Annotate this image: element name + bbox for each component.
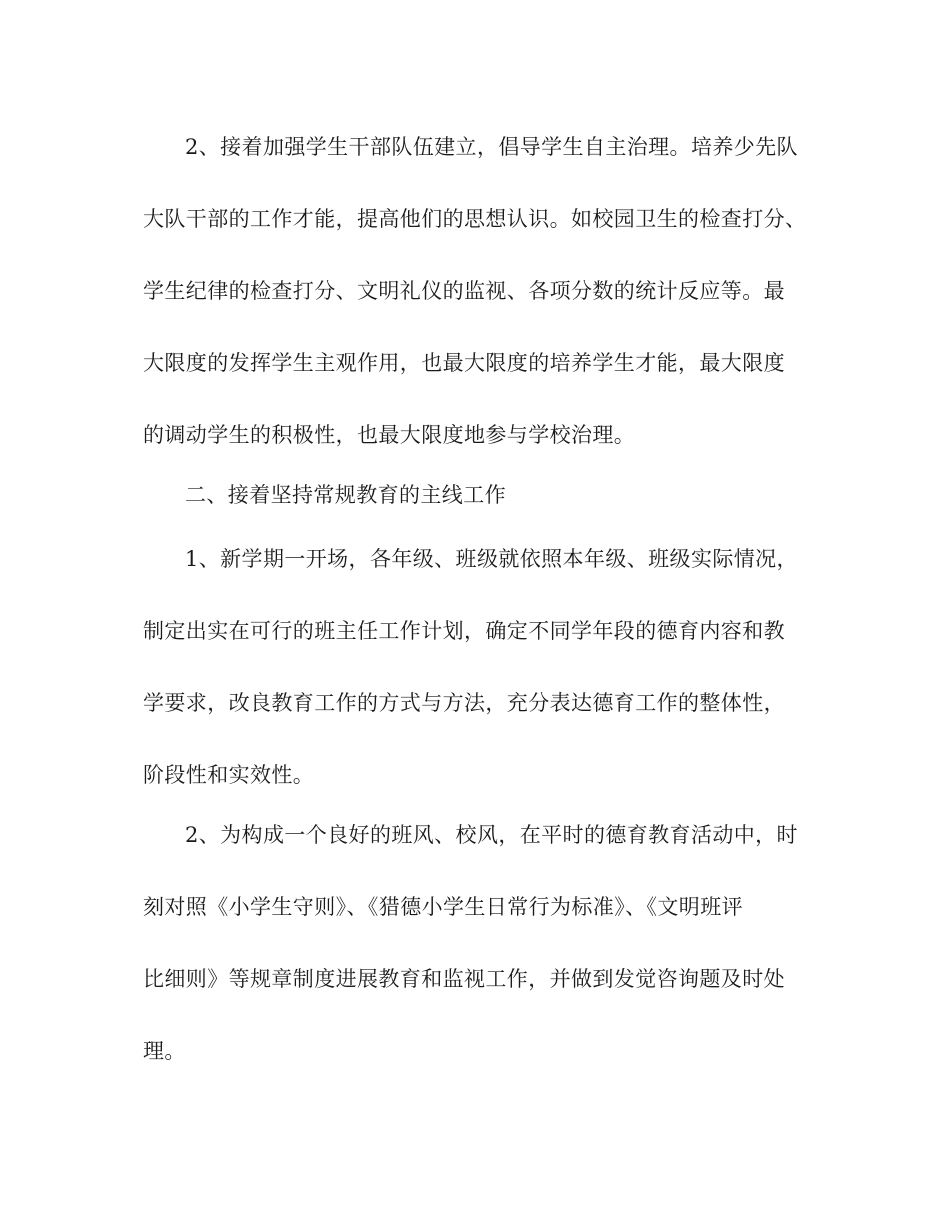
paragraph-line: 学生纪律的检查打分、文明礼仪的监视、各项分数的统计反应等。最	[143, 279, 785, 303]
paragraph-line: 1、新学期一开场，各年级、班级就依照本年级、班级实际情况，	[185, 547, 798, 571]
paragraph-line: 大限度的发挥学生主观作用，也最大限度的培养学生才能，最大限度	[143, 351, 785, 375]
paragraph-line: 比细则》等规章制度进展教育和监视工作，并做到发觉咨询题及时处	[143, 967, 785, 991]
paragraph-line: 制定出实在可行的班主任工作计划，确定不同学年段的德育内容和教	[143, 619, 785, 643]
paragraph-line: 2、接着加强学生干部队伍建立，倡导学生自主治理。培养少先队	[185, 135, 798, 159]
paragraph-line: 理。	[143, 1039, 186, 1063]
paragraph-line: 学要求，改良教育工作的方式与方法，充分表达德育工作的整体性，	[143, 691, 785, 715]
paragraph-line: 的调动学生的积极性，也最大限度地参与学校治理。	[143, 423, 636, 447]
paragraph-line: 刻对照《小学生守则》、《猎德小学生日常行为标准》、《文明班评	[143, 895, 743, 919]
paragraph-line: 阶段性和实效性。	[143, 763, 315, 787]
section-heading: 二、接着坚持常规教育的主线工作	[185, 483, 506, 507]
paragraph-line: 大队干部的工作才能，提高他们的思想认识。如校园卫生的检查打分、	[143, 207, 807, 231]
paragraph-line: 2、为构成一个良好的班风、校风，在平时的德育教育活动中，时	[185, 823, 798, 847]
